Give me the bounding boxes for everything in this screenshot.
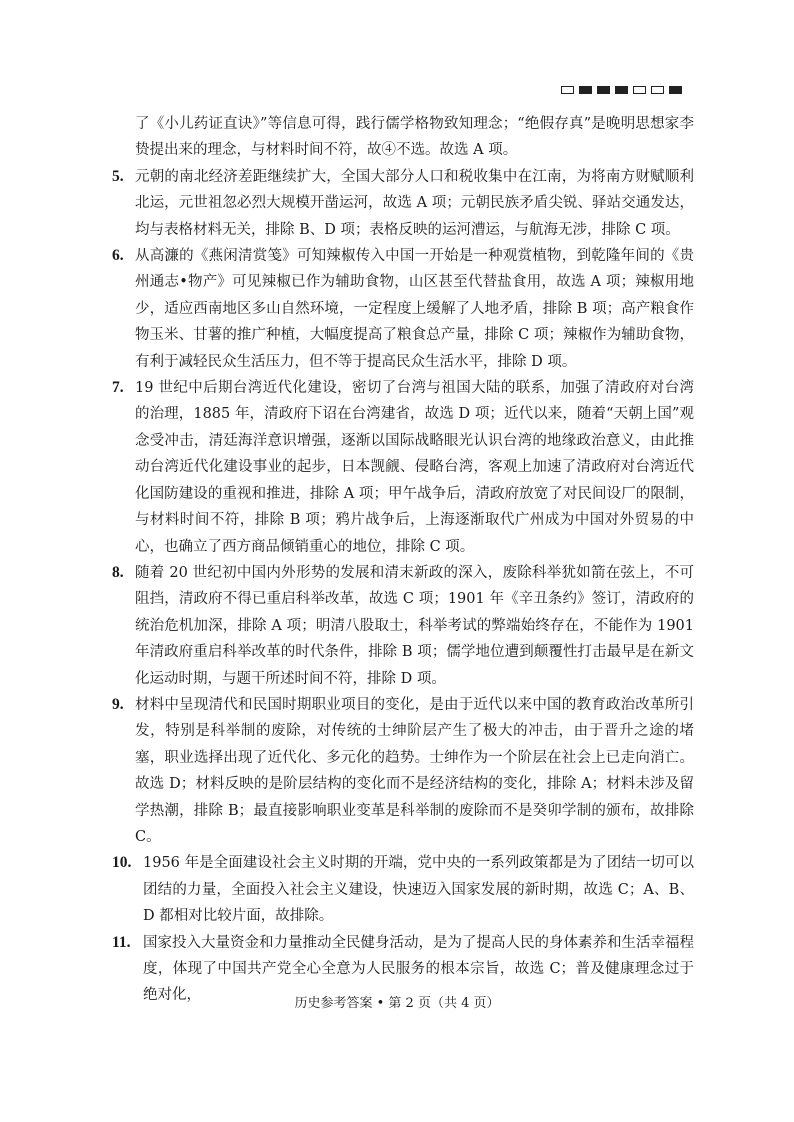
item-text: 国家投入大量资金和力量推动全民健身活动，是为了提高人民的身体素养和生活幸福程度，体现了中国共产党全心全意为人民服务的根本宗旨，故选 C；普及健康理念过于绝对化，	[143, 934, 694, 1004]
header-mark	[651, 86, 664, 94]
answer-item-9	[112, 692, 694, 850]
answer-item-5	[112, 164, 694, 243]
item-number: 7.	[112, 379, 124, 397]
answer-item-6	[112, 243, 694, 375]
header-mark	[615, 86, 628, 94]
header-mark	[669, 86, 682, 94]
item-number: 11.	[112, 933, 131, 951]
header-mark	[579, 86, 592, 94]
header-marks	[561, 86, 682, 94]
item-number: 10.	[112, 854, 132, 872]
item-text: 材料中呈现清代和民国时期职业项目的变化，是由于近代以来中国的教育政治改革所引发，特别是科举制的废除，对传统的士绅阶层产生了极大的冲击，由于晋升之途的堵塞，职业选择出现了近代化、多元化的趋势。士绅作为一个阶层在社会上已走向消亡。故选 D；材料反映的是阶层结构的变化而不是经济结构的变化，排除 A；材料未涉及留学热潮，排除 B；最直接影响职业变革是科举制的废除而不是癸卯学制的颁布，故排除 C。	[135, 696, 694, 845]
header-mark	[633, 86, 646, 94]
header-mark	[561, 86, 574, 94]
item-text: 随着 20 世纪初中国内外形势的发展和清末新政的深入，废除科举犹如箭在弦上，不可阻挡，清政府不得已重启科举改革，故选 C 项；1901 年《辛丑条约》签订，清政府的统治危机加深，排除 A 项；明清八股取士，科举考试的弊端始终存在，不能作为 1901 年清政府重启科举改革的时代条件，排除 B 项；儒学地位遭到颠覆性打击最早是在新文化运动时期，与题干所述时间不符，排除 D 项。	[135, 564, 694, 687]
item-text: 1956 年是全面建设社会主义时期的开端，党中央的一系列政策都是为了团结一切可以团结的力量，全面投入社会主义建设，快速迈入国家发展的新时期，故选 C；A、B、D 都相对比较片面，故排除。	[143, 855, 694, 925]
item-text: 元朝的南北经济差距继续扩大，全国大部分人口和税收集中在江南，为将南方财赋顺利北运，元世祖忽必烈大规模开凿运河，故选 A 项；元朝民族矛盾尖锐、驿站交通发达，均与表格材料无关，排除 B、D 项；表格反映的运河漕运，与航海无涉，排除 C 项。	[135, 168, 694, 238]
continued-paragraph: 了《小儿药证直诀》”等信息可得，践行儒学格物致知理念；“绝假存真”是晚明思想家李贽提出来的理念，与材料时间不符，故④不选。故选 A 项。	[135, 116, 694, 159]
item-text: 从高濂的《燕闲清赏笺》可知辣椒传入中国一开始是一种观赏植物，到乾隆年间的《贵州通志•物产》可见辣椒已作为辅助食物，山区甚至代替盐食用，故选 A 项；辣椒用地少，适应西南地区多山自然环境，一定程度上缓解了人地矛盾，排除 B 项；高产粮食作物玉米、甘薯的推广种植，大幅度提高了粮食总产量，排除 C 项；辣椒作为辅助食物，有利于减轻民众生活压力，但不等于提高民众生活水平，排除 D 项。	[135, 248, 694, 370]
answer-item-8	[112, 560, 694, 692]
item-number: 6.	[112, 247, 124, 265]
answer-item-7	[112, 375, 694, 560]
page-footer: 历史参考答案 • 第 2 页（共 4 页）	[294, 996, 500, 1011]
item-number: 8.	[112, 563, 124, 581]
item-number: 9.	[112, 695, 124, 713]
answer-body	[112, 111, 694, 1009]
item-text: 19 世纪中后期台湾近代化建设，密切了台湾与祖国大陆的联系，加强了清政府对台湾的治理，1885 年，清政府下诏在台湾建省，故选 D 项；近代以来，随着“天朝上国”观念受冲击，清廷海洋意识增强，逐渐以国际战略眼光认识台湾的地缘政治意义，由此推动台湾近代化建设事业的起步，日本觊觎、侵略台湾，客观上加速了清政府对台湾近代化国防建设的重视和推进，排除 A 项；甲午战争后，清政府放宽了对民间设厂的限制，与材料时间不符，排除 B 项；鸦片战争后，上海逐渐取代广州成为中国对外贸易的中心，也确立了西方商品倾销重心的地位，排除 C 项。	[135, 380, 694, 555]
answer-item-10	[112, 850, 694, 929]
header-mark	[597, 86, 610, 94]
item-number: 5.	[112, 167, 124, 185]
